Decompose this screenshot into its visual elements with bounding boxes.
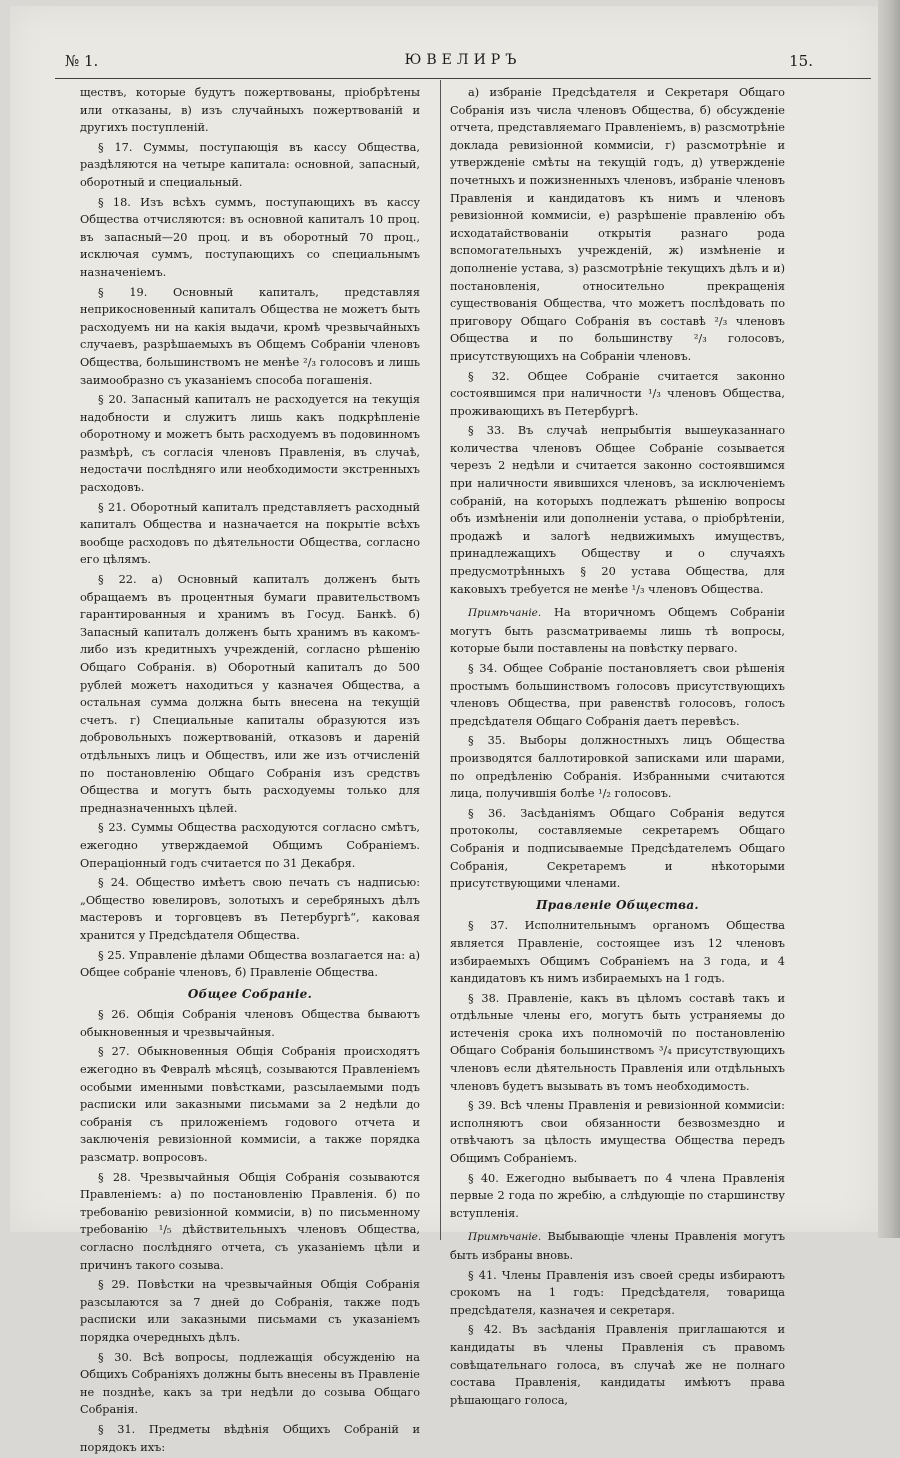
paragraph: § 33. Въ случаѣ непрыбытія вышеуказаннаго количества членовъ Общее Собраніе созывается черезъ 2 недѣли и считается законно состоявшимся при наличности явившихся членовъ, за исключеніемъ собраній, на которыхъ подлежатъ рѣшенію вопросы объ измѣненіи или дополненіи устава, о пріобрѣтеніи, продажѣ и залогѣ недвижимыхъ имуществъ, принадлежащихъ Обществу и о случаяхъ предусмотрѣнныхъ § 20 устава Общества, для каковыхъ требуется не менѣе ¹/₃ членовъ Общества. xyxy=(450,424,785,596)
page-edge-shadow xyxy=(878,0,900,1238)
paragraph: § 24. Общество имѣетъ свою печать съ надписью: „Общество ювелировъ, золотыхъ и серебряныхъ дѣлъ мастеровъ и торговцевъ въ Петербургѣ“, каковая хранится у Предсѣдателя Общества. xyxy=(80,876,420,942)
paragraph: § 18. Изъ всѣхъ суммъ, поступающихъ въ кассу Общества отчисляются: въ основной капиталъ 10 проц. въ запасный—20 проц. и въ оборотный 70 проц., исключая суммъ, поступающихъ со специальнымъ назначеніемъ. xyxy=(80,195,420,279)
issue-number: № 1. xyxy=(65,52,99,70)
note-text: На вторичномъ Общемъ Собраніи могутъ быть разсматриваемы лишь тѣ вопросы, которые были поставлены на повѣстку перваго. xyxy=(450,606,785,656)
paragraph: § 28. Чрезвычайныя Общія Собранія созываются Правленіемъ: а) по постановленію Правленія. б) по требованію ревизіонной коммисіи, в) по письменному требованію ¹/₅ дѣйствительныхъ членовъ Общества, согласно послѣдняго отчета, съ указаніемъ цѣли и причинъ такого созыва. xyxy=(80,1170,420,1272)
paragraph: § 23. Суммы Общества расходуются согласно смѣтъ, ежегодно утверждаемой Общимъ Собраніемъ. Операціонный годъ считается по 31 Декабря. xyxy=(80,821,420,870)
paragraph: § 41. Члены Правленія изъ своей среды избираютъ срокомъ на 1 годъ: Предсѣдателя, товарища предсѣдателя, казначея и секретаря. xyxy=(450,1268,785,1317)
paragraph: § 20. Запасный капиталъ не расходуется на текущія надобности и служитъ лишь какъ подкрѣпленіе оборотному и можетъ быть расходуемъ въ подовинномъ размѣрѣ, съ согласія членовъ Правленія, въ случаѣ, недостачи послѣдняго или необходимости экстренныхъ расходовъ. xyxy=(80,393,420,495)
paragraph: § 36. Засѣданіямъ Общаго Собранія ведутся протоколы, составляемые секретаремъ Общаго Собранія и подписываемые Предсѣдателемъ Общаго Собранія, Секретаремъ и нѣкоторыми присутствующими членами. xyxy=(450,806,785,891)
paragraph: § 34. Общее Собраніе постановляетъ свои рѣшенія простымъ большинствомъ голосовъ присутствующихъ членовъ Общества, при равенствѣ голосовъ, голосъ предсѣдателя Общаго Собранія даетъ перевѣсъ. xyxy=(450,662,785,728)
note-text: Выбывающіе члены Правленія могутъ быть избраны вновь. xyxy=(450,1230,786,1262)
paragraph: § 27. Обыкновенныя Общія Собранія происходятъ ежегодно въ Февралѣ мѣсяцѣ, созываются Правленіемъ особыми именными повѣстками, разсылаемыми подъ расписки или заказными письмами за 2 недѣли до собранія съ приложеніемъ годового отчета и заключенія ревизіонной коммисіи, а также порядка разсматр. вопросовъ. xyxy=(80,1045,420,1165)
paragraph: ществъ, которые будутъ пожертвованы, пріобрѣтены или отказаны, в) изъ случайныхъ пожертвованій и другихъ поступленій. xyxy=(80,86,420,135)
note-label: Примѣчаніе. xyxy=(468,607,542,620)
page-number: 15. xyxy=(789,52,813,70)
paragraph: § 29. Повѣстки на чрезвычайныя Общія Собранія разсылаются за 7 дней до Собранія, также подъ расписки или заказными письмами съ указаніемъ порядка очередныхъ дѣлъ. xyxy=(80,1278,420,1344)
section-heading: Общее Собраніе. xyxy=(187,986,313,1001)
paragraph: § 26. Общія Собранія членовъ Общества бываютъ обыкновенныя и чрезвычайныя. xyxy=(80,1008,420,1039)
paragraph: § 37. Исполнительнымъ органомъ Общества является Правленіе, состоящее изъ 12 членовъ избираемыхъ Общимъ Собраніемъ на 3 года, и 4 кандидатовъ къ нимъ избираемыхъ на 1 годъ. xyxy=(450,919,785,986)
journal-title: ЮВЕЛИРЪ xyxy=(404,52,522,68)
note-paragraph xyxy=(450,604,785,658)
paragraph: § 35. Выборы должностныхъ лицъ Общества производятся баллотировкой записками или шарами, по опредѣленію Собранія. Избранными считаются лица, получившія болѣе ¹/₂ голосовъ. xyxy=(450,734,785,801)
section-heading: Правленіе Общества. xyxy=(536,897,699,912)
note-label: Примѣчаніе. xyxy=(468,1231,542,1244)
column-divider xyxy=(440,80,441,1240)
paragraph: § 30. Всѣ вопросы, подлежащія обсужденію на Общихъ Собраніяхъ должны быть внесены въ Правленіе не позднѣе, какъ за три недѣли до созыва Общаго Собранія. xyxy=(80,1350,420,1417)
paragraph: § 40. Ежегодно выбываетъ по 4 члена Правленія первые 2 года по жребію, а слѣдующіе по старшинству вступленія. xyxy=(450,1171,785,1220)
left-column xyxy=(80,84,420,1458)
paragraph: § 32. Общее Собраніе считается законно состоявшимся при наличности ¹/₃ членовъ Общества, проживающихъ въ Петербургѣ. xyxy=(450,369,785,418)
paragraph: § 19. Основный капиталъ, представляя неприкосновенный капиталъ Общества не можетъ быть расходуемъ ни на какія выдачи, кромѣ чрезвычайныхъ случаевъ, разрѣшаемыхъ въ Общемъ Собраніи членовъ Общества, большинствомъ не менѣе ²/₃ голосовъ и лишь заимообразно съ указаніемъ способа погашенія. xyxy=(80,285,420,387)
note-paragraph xyxy=(450,1228,785,1264)
paragraph: § 17. Суммы, поступающія въ кассу Общества, раздѣляются на четыре капитала: основной, запасный, оборотный и специальный. xyxy=(80,140,420,189)
paragraph: § 42. Въ засѣданія Правленія приглашаются и кандидаты въ члены Правленія съ правомъ совѣщательнаго голоса, въ случаѣ же не полнаго состава Правленія, кандидаты имѣютъ права рѣшающаго голоса, xyxy=(450,1323,785,1407)
paragraph: § 39. Всѣ члены Правленія и ревизіонной коммисіи: исполняютъ свои обязанности безвозмездно и отвѣчаютъ за цѣлость имущества Общества передъ Общимъ Собраніемъ. xyxy=(450,1099,785,1166)
right-column xyxy=(450,84,785,1411)
paragraph: § 38. Правленіе, какъ въ цѣломъ составѣ такъ и отдѣльные члены его, могутъ быть устраняемы до истеченія срока ихъ полномочій по постановленію Общаго Собранія большинствомъ ³/₄ присутствующихъ членовъ если дѣятельность Правленія или отдѣльныхъ членовъ будетъ вызывать въ томъ необходимость. xyxy=(450,991,785,1093)
paragraph: § 31. Предметы вѣдѣнія Общихъ Собраній и порядокъ ихъ: xyxy=(80,1422,420,1454)
paragraph: § 25. Управленіе дѣлами Общества возлагается на: а) Общее собраніе членовъ, б) Правленіе Общества. xyxy=(80,948,420,980)
page-header xyxy=(55,44,871,79)
paragraph: § 21. Оборотный капиталъ представляетъ расходный капиталъ Общества и назначается на покрытіе всѣхъ вообще расходовъ по дѣятельности Общества, согласно его цѣлямъ. xyxy=(80,500,420,567)
paragraph: § 22. а) Основный капиталъ долженъ быть обращаемъ въ процентныя бумаги правительствомъ гарантированныя и хранимъ въ Госуд. Банкѣ. б) Запасный капиталъ долженъ быть хранимъ въ какомъ-либо изъ кредитныхъ учрежденій, согласно рѣшенію Общаго Собранія. в) Оборотный капиталъ до 500 рублей можетъ находиться у казначея Общества, а остальная сумма должна быть внесена на текущій счетъ. г) Специальные капиталы образуются изъ добровольныхъ пожертвованій, отказовъ и дареній отдѣльныхъ лицъ и Обществъ, или же изъ отчисленій по постановленію Общаго Собранія изъ средствъ Общества и могутъ быть расходуемы только для предназначенныхъ цѣлей. xyxy=(80,573,420,815)
paragraph: а) избраніе Предсѣдателя и Секретаря Общаго Собранія изъ числа членовъ Общества, б) обсужденіе отчета, представляемаго Правленіемъ, в) разсмотрѣніе доклада ревизіонной коммисіи, г) разсмотрѣніе и утвержденіе смѣты на текущій годъ, д) утвержденіе почетныхъ и пожизненныхъ членовъ, избраніе членовъ Правленія и кандидатовъ къ нимъ и членовъ ревизіонной коммисіи, е) разрѣшеніе правленію объ исходатайствованіи открытія разнаго рода вспомогательныхъ учрежденій, ж) измѣненіе и дополненіе устава, з) разсмотрѣніе текущихъ дѣлъ и и) постановленія, относительно прекращенія существованія Общества, что можетъ послѣдовать по приговору Общаго Собранія въ составѣ ²/₃ членовъ Общества и по большинству ²/₃ голосовъ, присутствующихъ на Собраніи членовъ. xyxy=(450,86,785,363)
